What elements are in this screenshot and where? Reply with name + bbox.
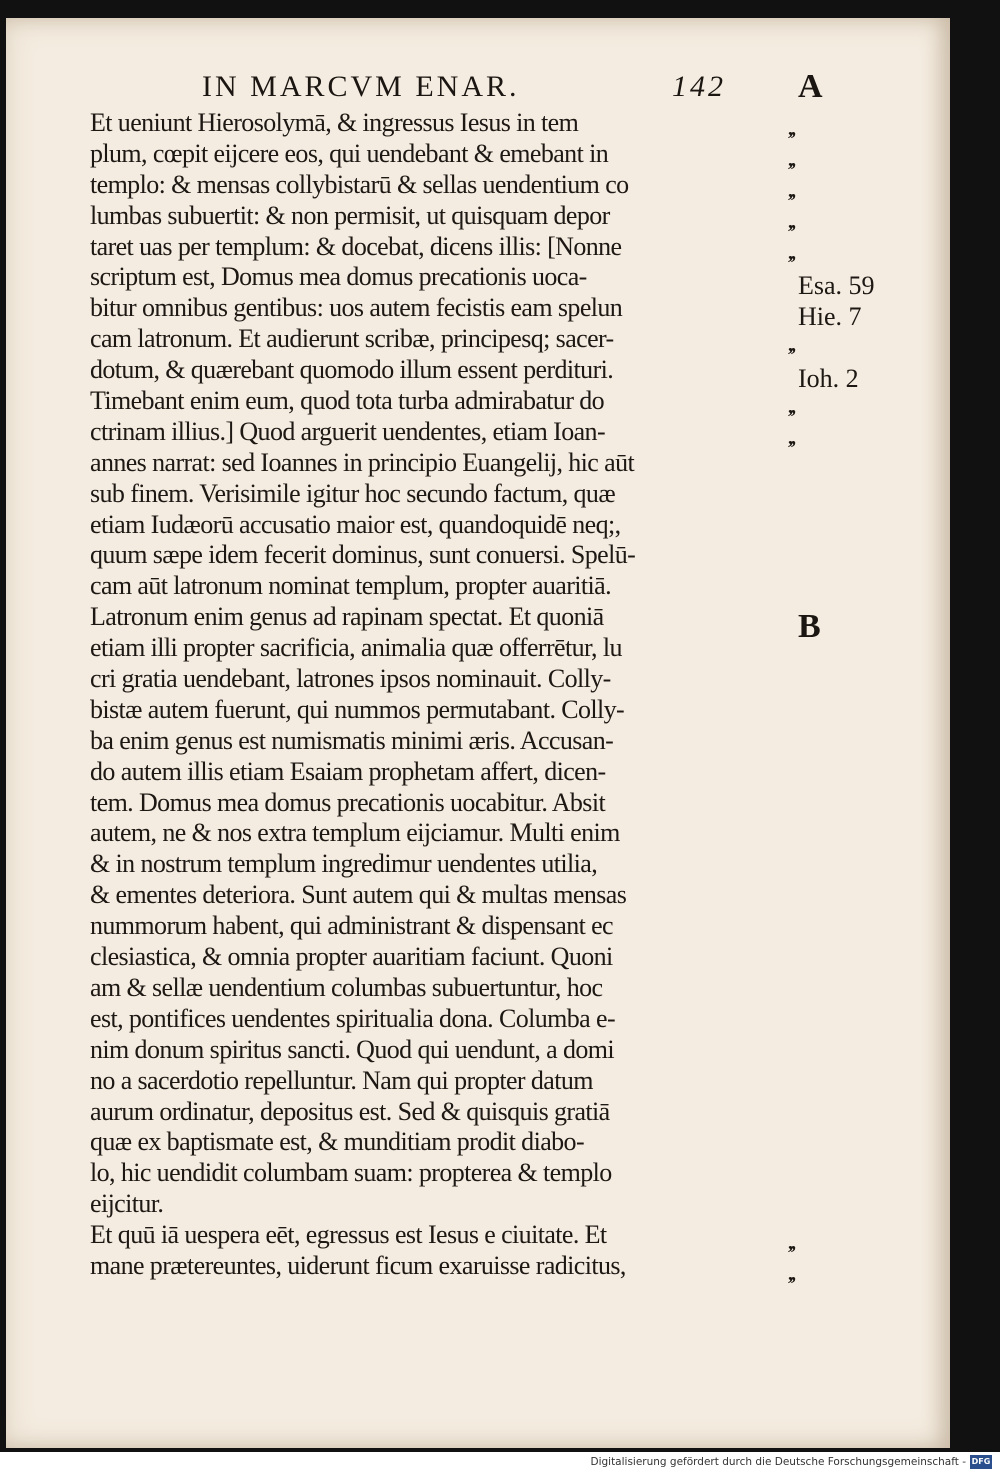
margin-quote-mark: ,, (788, 118, 794, 140)
text-line: eijcitur. (90, 1189, 164, 1219)
text-line: bitur omnibus gentibus: uos autem fecistis eam spelun (90, 293, 623, 323)
running-title: IN MARCVM ENAR. (202, 70, 520, 103)
footer-bar (0, 1452, 1000, 1474)
margin-quote-mark: ,, (788, 180, 794, 202)
margin-quote-mark: ,, (788, 211, 794, 233)
text-line: nummorum habent, qui administrant & dispensant ec (90, 911, 613, 941)
dfg-logo: DFG (970, 1455, 992, 1469)
text-line: cam aūt latronum nominat templum, propter auaritiā. (90, 571, 612, 601)
section-marker-a: A (798, 68, 823, 105)
margin-reference: Esa. 59 (798, 271, 875, 300)
text-line: etiam Iudæorū accusatio maior est, quandoquidē neq;, (90, 509, 621, 539)
text-line: quum sæpe idem fecerit dominus, sunt conuersi. Spelū- (90, 540, 636, 570)
margin-reference: Hie. 7 (798, 302, 862, 331)
text-line: lo, hic uendidit columbam suam: propterea & templo (90, 1158, 612, 1188)
text-line: plum, cœpit eijcere eos, qui uendebant & emebant in (90, 138, 609, 168)
text-line: sub finem. Verisimile igitur hoc secundo factum, quæ (90, 478, 616, 508)
text-line: est, pontifices uendentes spiritualia dona. Columba e- (90, 1003, 616, 1033)
body-text (90, 108, 790, 1282)
text-line: nim donum spiritus sancti. Quod qui uendunt, a domi (90, 1034, 615, 1064)
text-line: etiam illi propter sacrificia, animalia quæ offerrētur, lu (90, 633, 622, 663)
page-number: 142 (672, 70, 726, 103)
page-header (202, 70, 842, 110)
text-line: ctrinam illius.] Quod arguerit uendentes, etiam Ioan- (90, 416, 606, 446)
text-line: clesiastica, & omnia propter auaritiam faciunt. Quoni (90, 942, 613, 972)
text-line: Timebant enim eum, quod tota turba admirabatur do (90, 386, 605, 416)
margin-quote-mark: ,, (788, 334, 794, 356)
text-line: lumbas subuertit: & non permisit, ut quisquam depor (90, 200, 610, 230)
text-line: Latronum enim genus ad rapinam spectat. Et quoniā (90, 602, 604, 632)
text-line: Et quū iā uespera eēt, egressus est Iesus e ciuitate. Et (90, 1220, 607, 1250)
text-line: autem, ne & nos extra templum eijciamur. Multi enim (90, 818, 620, 848)
margin-quote-mark: ,, (788, 149, 794, 171)
text-line: Et ueniunt Hierosolymā, & ingressus Iesus in tem (90, 108, 579, 137)
margin-quote-mark: ,, (788, 1263, 794, 1285)
section-marker-b: B (798, 608, 821, 645)
text-line: ba enim genus est numismatis minimi æris. Accusan- (90, 725, 614, 755)
text-line: & ementes deteriora. Sunt autem qui & multas mensas (90, 880, 627, 910)
text-line: & in nostrum templum ingredimur uendentes utilia, (90, 849, 598, 879)
text-line: cri gratia uendebant, latrones ipsos nominauit. Colly- (90, 664, 611, 694)
text-line: quæ ex baptismate est, & munditiam prodit diabo- (90, 1127, 585, 1157)
text-line: bistæ autem fuerunt, qui nummos permutabant. Colly- (90, 694, 625, 724)
text-line: aurum ordinatur, depositus est. Sed & quisquis gratiā (90, 1096, 610, 1126)
text-line: tem. Domus mea domus precationis uocabitur. Absit (90, 787, 606, 817)
text-line: cam latronum. Et audierunt scribæ, principesq; sacer- (90, 324, 614, 354)
funding-credit: Digitalisierung gefördert durch die Deutsche Forschungsgemeinschaft - (590, 1456, 966, 1468)
text-line: dotum, & quærebant quomodo illum essent perdituri. (90, 355, 614, 385)
text-line: scriptum est, Domus mea domus precationis uoca- (90, 262, 587, 292)
text-line: mane prætereuntes, uiderunt ficum exaruisse radicitus, (90, 1250, 626, 1280)
margin-quote-mark: ,, (788, 427, 794, 449)
text-line: templo: & mensas collybistarū & sellas uendentium co (90, 169, 629, 199)
text-line: do autem illis etiam Esaiam prophetam affert, dicen- (90, 756, 606, 786)
margin-quote-mark: ,, (788, 242, 794, 264)
text-line: am & sellæ uendentium columbas subuertuntur, hoc (90, 972, 603, 1002)
text-line: taret uas per templum: & docebat, dicens illis: [Nonne (90, 231, 622, 261)
margin-quote-mark: ,, (788, 1232, 794, 1254)
text-line: annes narrat: sed Ioannes in principio Euangelij, hic aūt (90, 447, 635, 477)
margin-reference: Ioh. 2 (798, 364, 859, 393)
margin-quote-mark: ,, (788, 396, 794, 418)
text-line: no a sacerdotio repelluntur. Nam qui propter datum (90, 1065, 593, 1095)
